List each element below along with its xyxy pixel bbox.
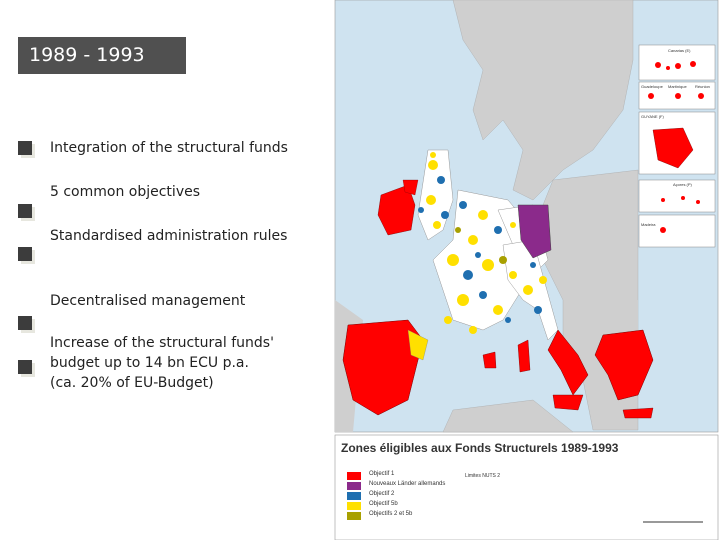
legend-swatch — [347, 512, 361, 520]
inset-label-martinique: Martinique — [668, 84, 687, 89]
legend-swatch — [347, 482, 361, 490]
legend-swatch — [347, 492, 361, 500]
inset-label-madeira: Madeira — [641, 222, 656, 227]
bullet-marker-1 — [18, 141, 32, 155]
inset-label-guadeloupe: Guadeloupe — [641, 84, 663, 89]
inset-label-guyane: GUYANE (F) — [641, 114, 664, 119]
inset-label-canarias: Canarias (E) — [668, 48, 691, 53]
legend-label: Objectifs 2 et 5b — [369, 511, 413, 517]
legend-boundary-label: Limites NUTS 2 — [465, 473, 501, 479]
bullet-marker-5 — [18, 360, 32, 374]
legend-label: Objectif 1 — [369, 471, 395, 477]
legend-label: Nouveaux Länder allemands — [369, 481, 446, 487]
corsica-objective1 — [483, 352, 496, 368]
bullet-text-5-line-2: budget up to 14 bn ECU p.a. — [50, 355, 249, 371]
bullet-text-4: Decentralised management — [50, 293, 246, 309]
bullet-text-2: 5 common objectives — [50, 184, 201, 200]
slide-title-text: 1989 - 1993 — [29, 44, 145, 66]
bullet-marker-4 — [18, 316, 32, 330]
inset-label-acores: Açores (P) — [673, 182, 692, 187]
crete-objective1 — [623, 408, 653, 418]
sardinia-objective1 — [518, 340, 530, 372]
bullet-marker-2 — [18, 204, 32, 218]
bullet-text-5 — [50, 333, 274, 393]
legend-label: Objectif 5b — [369, 501, 398, 507]
sicily-objective1 — [553, 395, 583, 410]
inset-label-reunion: Réunion — [695, 84, 710, 89]
legend-label: Objectif 2 — [369, 491, 395, 497]
bullet-text-5-line-3: (ca. 20% of EU-Budget) — [50, 375, 214, 391]
legend-swatch — [347, 472, 361, 480]
legend-swatch — [347, 502, 361, 510]
insets-overseas — [639, 45, 715, 247]
map-legend-title: Zones éligibles aux Fonds Structurels 1989-1993 — [341, 441, 619, 455]
structural-funds-map — [333, 0, 720, 540]
europe-map-svg — [333, 0, 720, 540]
bullet-text-3: Standardised administration rules — [50, 228, 288, 244]
slide-title — [18, 37, 186, 74]
bullet-marker-3 — [18, 247, 32, 261]
bullet-text-5-line-1: Increase of the structural funds' — [50, 335, 274, 351]
bullet-text-1: Integration of the structural funds — [50, 140, 288, 156]
